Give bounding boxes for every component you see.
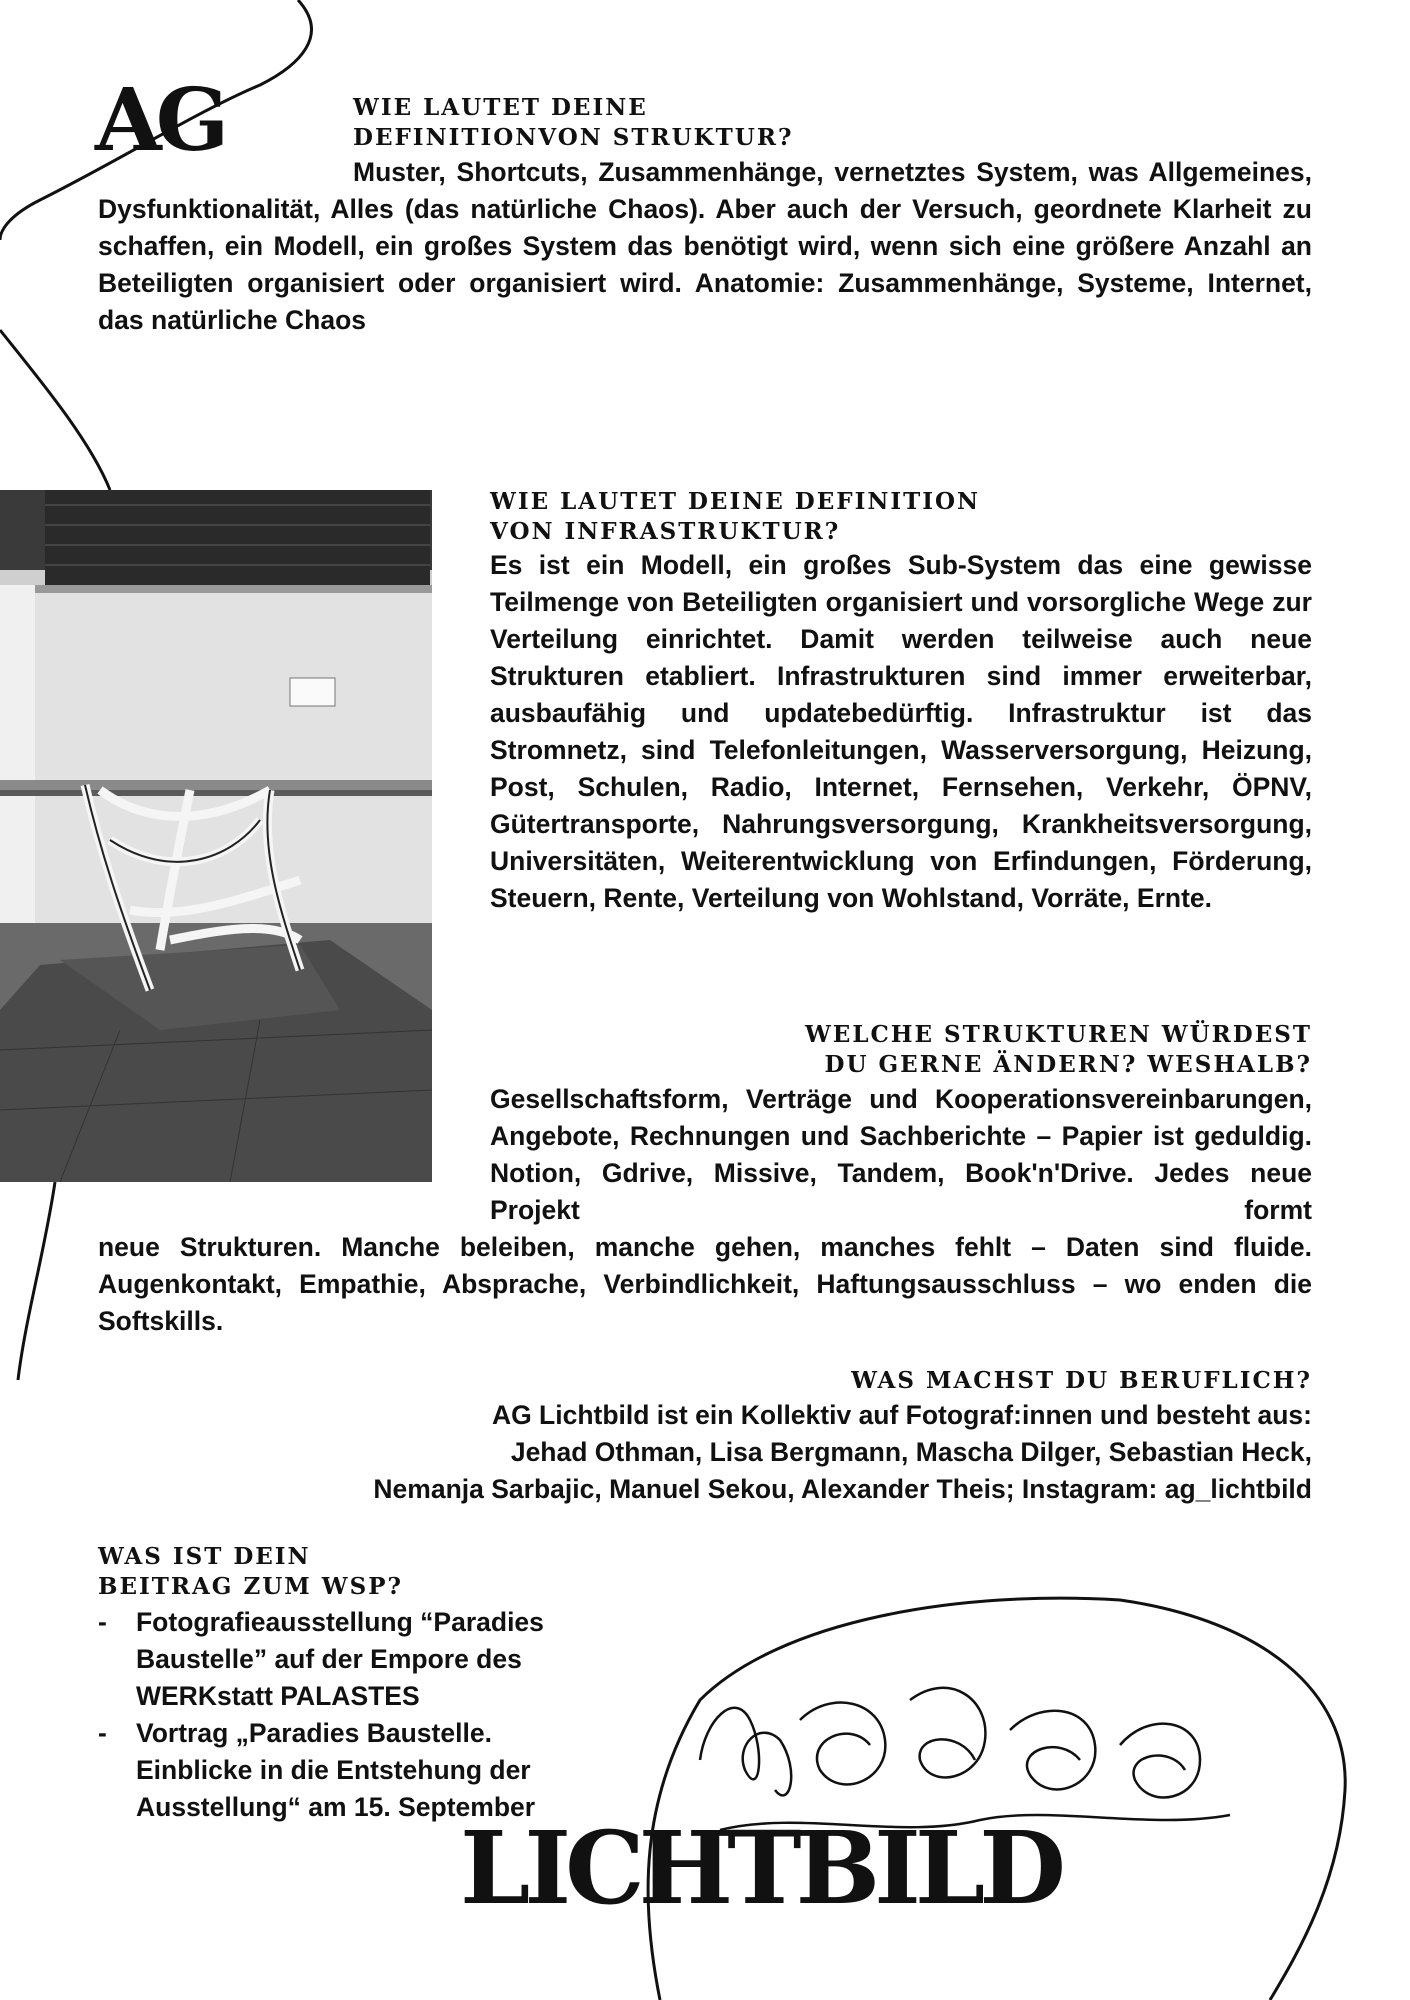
infrastructure-question-line1: WIE LAUTET DEINE DEFINITION [490,488,981,515]
job-answer-line1: AG Lichtbild ist ein Kollektiv auf Fotograf:innen und besteht aus: [491,1400,1312,1430]
structure-answer: Muster, Shortcuts, Zusammenhänge, vernetztes System, was Allgemeines, Dysfunktionalität, Alles (das natürliche Chaos). Aber auch der Versuch, geordnete Klarheit zu schaffen, ein Modell, ein großes System das benötigt wird, wenn sich eine größere Anzahl an Beteiligten organisiert oder organisiert wird. Anatomie: Zusammenhänge, Systeme, Internet, das natürliche Chaos [98,157,1312,335]
list-item-text: Vortrag „Paradies Baustelle. Einblicke in die Entstehung der Ausstellung“ am 15. September [136,1718,536,1822]
change-answer-part1: Gesellschaftsform, Verträge und Kooperationsvereinbarungen, Angebote, Rechnungen und Sachberichte – Papier ist geduldig. Notion, Gdrive, Missive, Tandem, Book'n'Drive. Jedes neue Projekt formt [490,1084,1312,1225]
job-answer-line3: Nemanja Sarbajic, Manuel Sekou, Alexander Theis; Instagram: ag_lichtbild [373,1474,1312,1504]
list-item-text: Fotografieausstellung “Paradies Baustelle” auf der Empore des WERKstatt PALASTES [136,1607,544,1711]
list-item [98,1604,598,1715]
list-dash: - [98,1607,107,1637]
job-answer-line2: Jehad Othman, Lisa Bergmann, Mascha Dilger, Sebastian Heck, [510,1437,1312,1467]
street-photo [0,490,432,1182]
job-question: WAS MACHST DU BERUFLICH? [851,1367,1312,1394]
contribution-list [98,1604,598,1826]
contribution-question-line1: WAS IST DEIN [98,1543,311,1570]
change-answer-part2: neue Strukturen. Manche beleiben, manche gehen, manches fehlt – Daten sind fluide. Augenkontakt, Empathie, Absprache, Verbindlichkeit, Haftungsausschluss – wo enden die Softskills. [98,1232,1312,1336]
contribution-question-line2: BEITRAG ZUM WSP? [98,1573,403,1600]
change-question [490,1020,1312,1080]
change-question-line2: DU GERNE ÄNDERN? WESHALB? [824,1051,1312,1078]
list-dash: - [98,1718,107,1748]
infrastructure-question-line2: VON INFRASTRUKTUR? [490,518,841,545]
structure-question: WIE LAUTET DEINE DEFINITIONVON STRUKTUR? [353,94,794,151]
infrastructure-question [490,487,1312,547]
change-question-line1: WELCHE STRUKTUREN WÜRDEST [804,1021,1312,1048]
initials-logo: AG [95,70,224,171]
contribution-question [98,1542,548,1602]
job-answer [98,1397,1312,1508]
infrastructure-answer: Es ist ein Modell, ein großes Sub-System das eine gewisse Teilmenge von Beteiligten organisiert und vorsorgliche Wege zur Verteilung einrichtet. Damit werden teilweise auch neue Strukturen etabliert. Infrastrukturen sind immer erweiterbar, ausbaufähig und updatebedürftig. Infrastruktur ist das Stromnetz, sind Telefonleitungen, Wasserversorgung, Heizung, Post, Schulen, Radio, Internet, Fernsehen, Verkehr, ÖPNV, Gütertransporte, Nahrungsversorgung, Krankheitsversorgung, Universitäten, Weiterentwicklung von Erfindungen, Förderung, Steuern, Rente, Verteilung von Wohlstand, Vorräte, Ernte. [490,550,1312,913]
lichtbild-wordmark: LICHTBILD [460,1809,1060,1927]
